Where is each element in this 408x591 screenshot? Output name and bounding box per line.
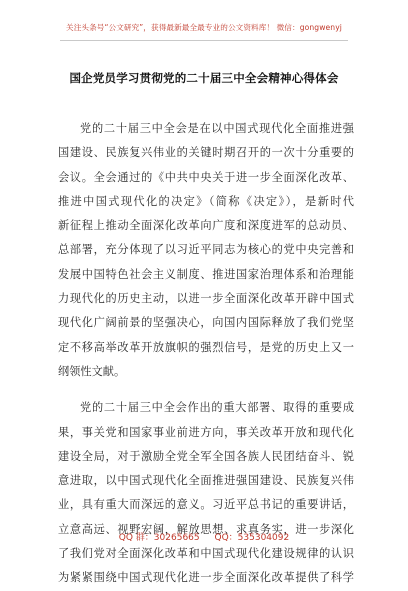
paragraph-line: 推进中国式现代化的决定》（简称《决定》），是新时代 — [58, 194, 354, 208]
qq-number: QQ：535304092 — [214, 533, 290, 543]
paragraph-line: 立意高远、视野宏阔，解放思想、求真务实，进一步深化 — [58, 522, 354, 536]
paragraph-line: 会议。全会通过的《中共中央关于进一步全面深化改革、 — [58, 170, 354, 184]
paragraph-spacer — [58, 384, 354, 396]
paragraph-line: 党的二十届三中全会是在以中国式现代化全面推进强 — [80, 122, 354, 135]
paragraph-line: 现代化广阔前景的坚强决心，向国内国际释放了我们党坚 — [58, 316, 354, 330]
header-divider — [60, 40, 348, 41]
contact-footer — [0, 530, 408, 543]
paragraph-line: 新征程上推动全面深化改革向广度和深度进军的总动员、 — [58, 219, 354, 233]
paragraph-line: 力现代化的历史主动，以进一步全面深化改革开辟中国式 — [58, 292, 354, 306]
paragraph-line: 果，事关党和国家事业前进方向，事关改革开放和现代化 — [58, 425, 354, 439]
paragraph-line: 为紧紧围绕中国式现代化进一步全面深化改革提供了科学 — [58, 571, 354, 585]
promo-header: 关注头条号“公文研究”，获得最新最全最专业的公文资料库！ 微信：gongwenyj — [66, 23, 342, 32]
document-body — [58, 117, 354, 591]
paragraph-line: 党的二十届三中全会作出的重大部署、取得的重要成 — [80, 401, 354, 415]
paragraph-line: 国建设、民族复兴伟业的关键时期召开的一次十分重要的 — [58, 146, 354, 160]
paragraph-line: 总部署，充分体现了以习近平同志为核心的党中央完善和 — [58, 243, 354, 257]
paragraph-line: 发展中国特色社会主义制度、推进国家治理体系和治理能 — [58, 267, 354, 281]
document-title: 国企党员学习贯彻党的二十届三中全会精神心得体会 — [69, 71, 339, 85]
paragraph-line: 定不移高举改革开放旗帜的强烈信号，是党的历史上又一 — [58, 340, 354, 354]
paragraph-line: 了我们党对全面深化改革和中国式现代化建设规律的认识 — [58, 547, 354, 561]
paragraph-line: 建设全局，对于激励全党全军全国各族人民团结奋斗、锐 — [58, 449, 354, 463]
paragraph-line: 业，具有重大而深远的意义。习近平总书记的重要讲话， — [58, 498, 354, 512]
paragraph-line: 意进取，以中国式现代化全面推进强国建设、民族复兴伟 — [58, 474, 354, 488]
qq-group-number: QQ 群：30265665 — [118, 533, 200, 543]
paragraph-line: 纲领性文献。 — [58, 364, 126, 378]
